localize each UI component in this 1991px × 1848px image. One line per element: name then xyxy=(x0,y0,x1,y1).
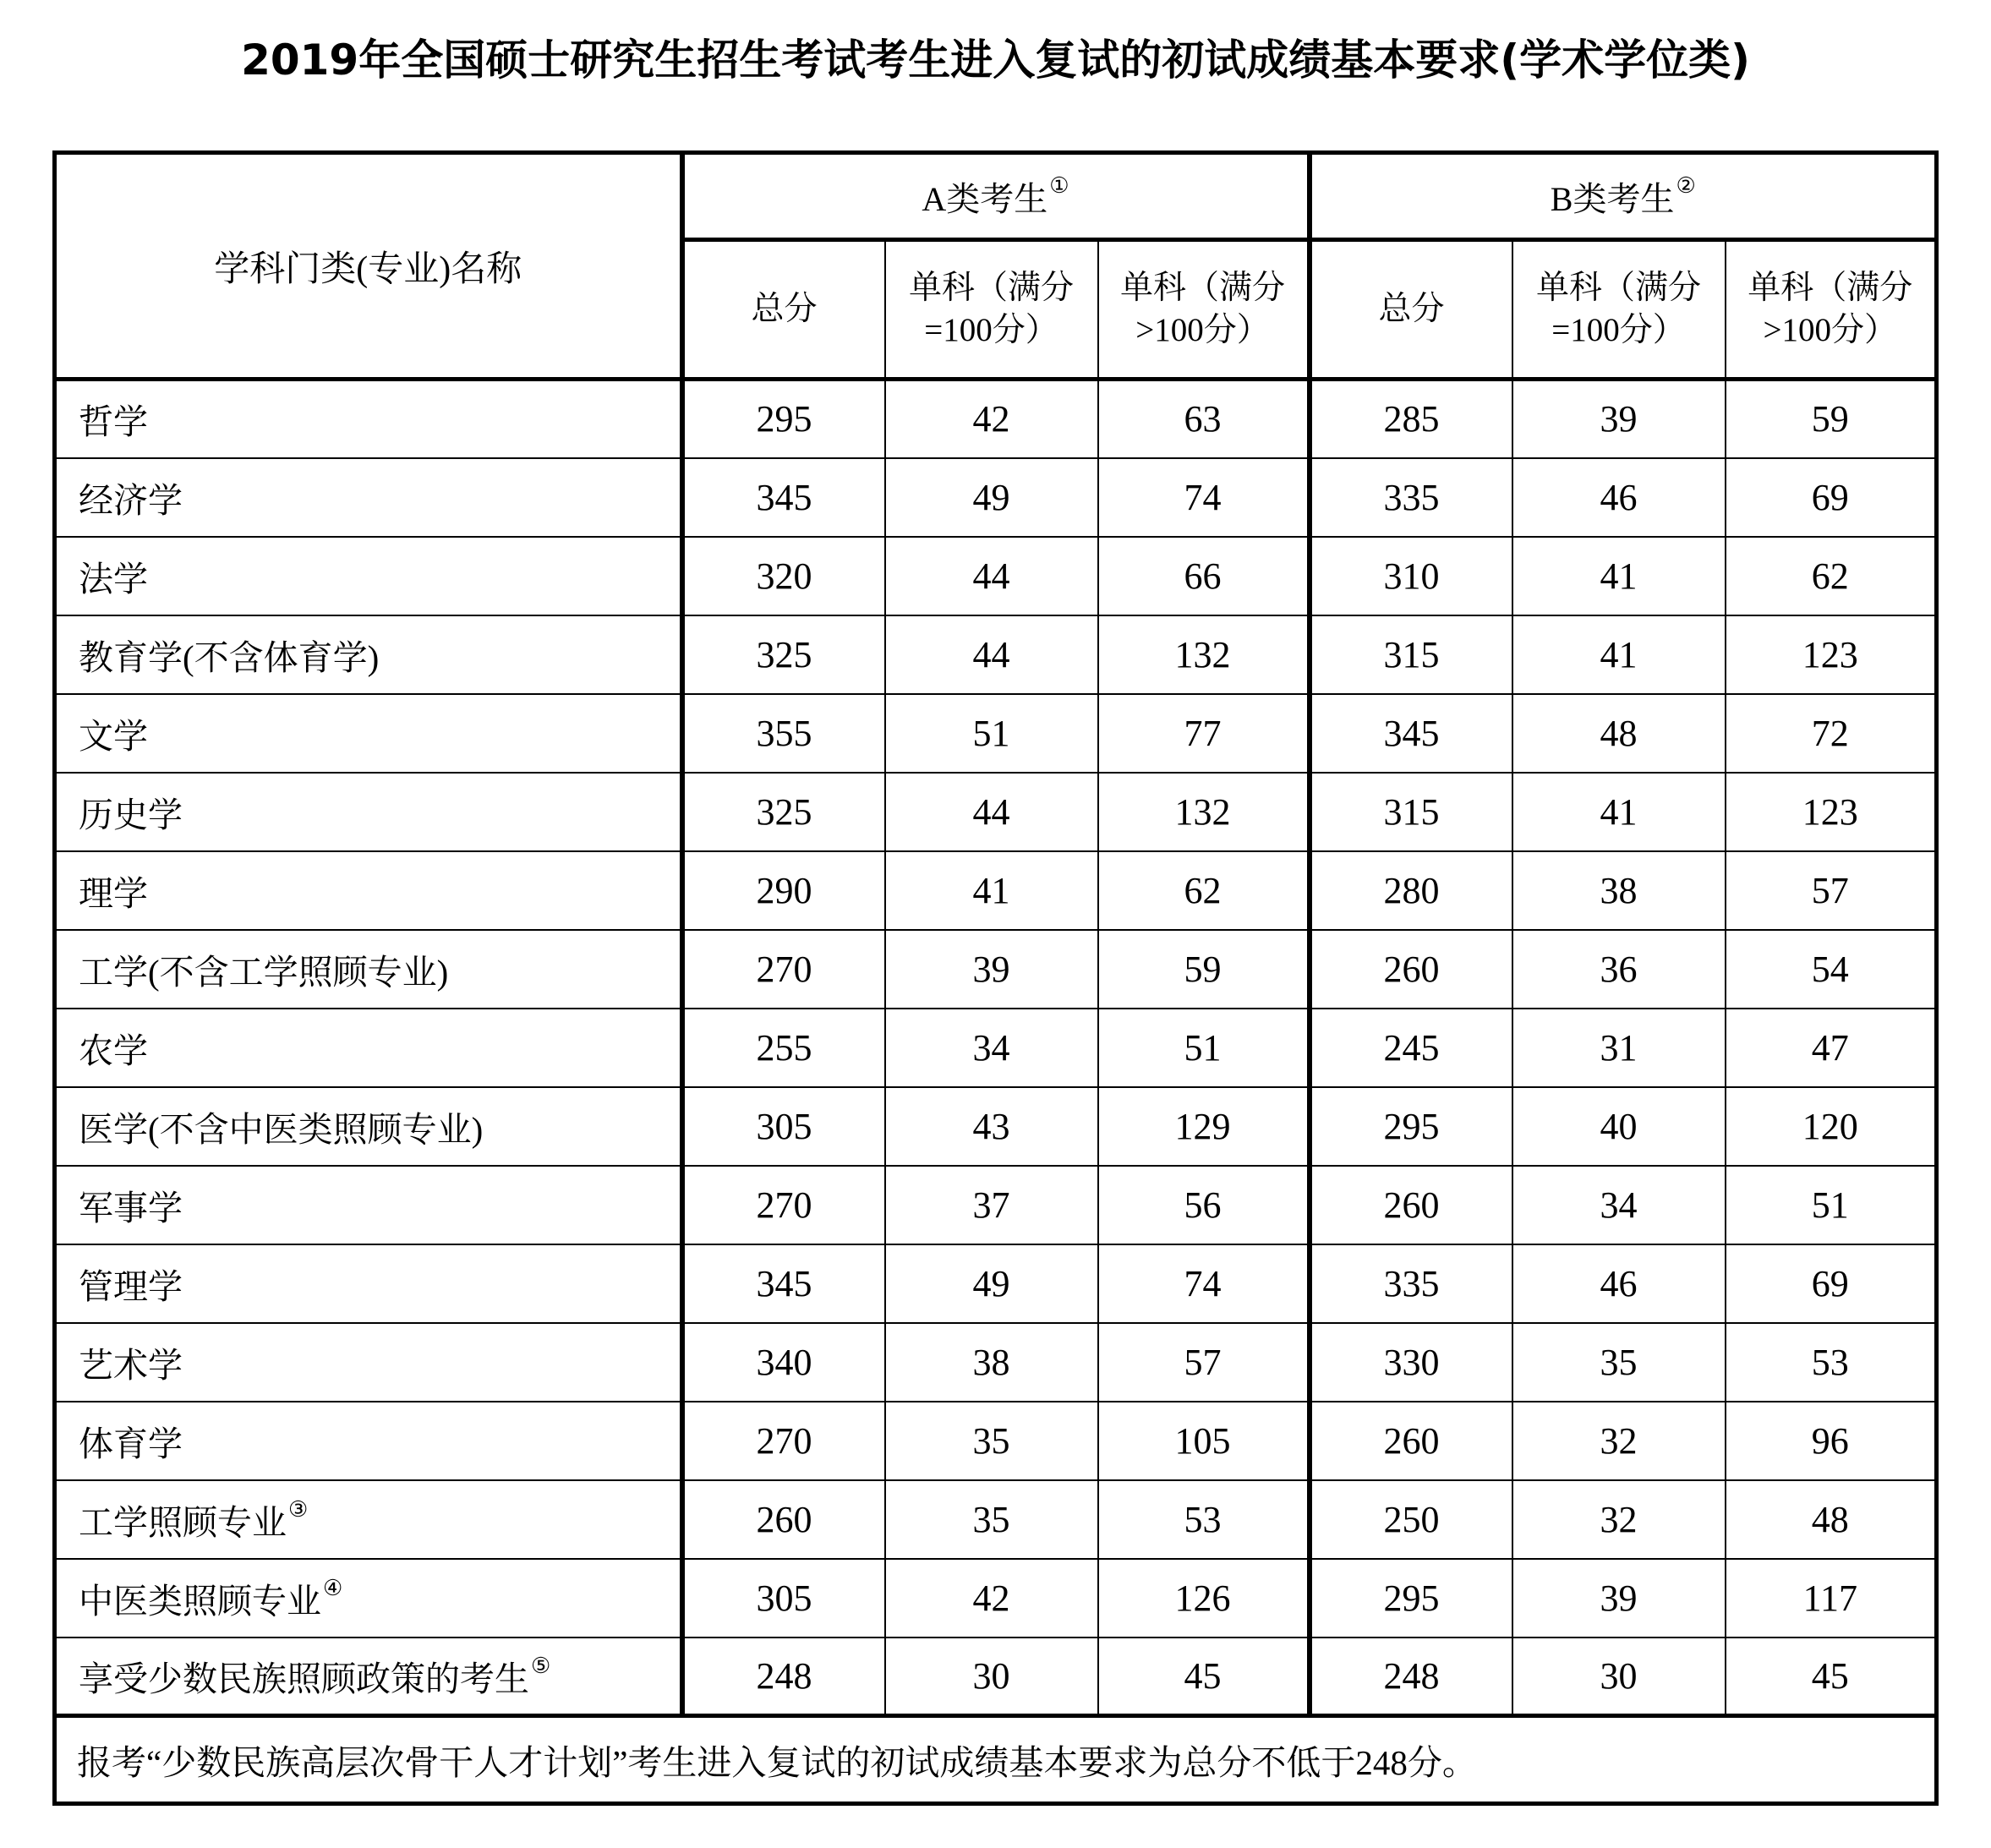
discipline-name-text: 农学 xyxy=(79,1031,148,1070)
b-total-cell: 310 xyxy=(1310,537,1512,615)
footnote-cell: 报考“少数民族高层次骨干人才计划”考生进入复试的初试成绩基本要求为总分不低于248分。 xyxy=(55,1716,1937,1804)
a-single-eq100-cell: 42 xyxy=(885,1559,1098,1638)
table-row xyxy=(55,1480,1937,1559)
b-single-eq100-cell: 40 xyxy=(1512,1087,1726,1166)
b-single-gt100-cell: 53 xyxy=(1726,1323,1937,1402)
column-header-a-single-gt100 xyxy=(1098,240,1310,380)
b-total-cell: 245 xyxy=(1310,1009,1512,1087)
a-total-cell: 255 xyxy=(682,1009,885,1087)
table-row xyxy=(55,1087,1937,1166)
footnote-marker: ③ xyxy=(288,1496,309,1522)
column-header-b-single-eq100 xyxy=(1512,240,1726,380)
a-single-eq100-line2: =100分） xyxy=(924,312,1058,348)
discipline-name-text: 理学 xyxy=(79,873,148,913)
a-total-cell: 340 xyxy=(682,1323,885,1402)
a-total-cell: 345 xyxy=(682,1244,885,1323)
b-total-cell: 248 xyxy=(1310,1638,1512,1716)
score-table-container xyxy=(52,150,1934,1806)
table-row xyxy=(55,1166,1937,1244)
b-single-eq100-cell: 46 xyxy=(1512,458,1726,537)
a-single-gt100-cell: 53 xyxy=(1098,1480,1310,1559)
a-single-gt100-cell: 51 xyxy=(1098,1009,1310,1087)
b-single-gt100-cell: 69 xyxy=(1726,458,1937,537)
footnote-marker-1: ① xyxy=(1049,173,1069,199)
table-header xyxy=(55,153,1937,380)
discipline-name-cell xyxy=(55,1323,682,1402)
table-row xyxy=(55,1638,1937,1716)
b-single-gt100-cell: 72 xyxy=(1726,694,1937,773)
a-single-eq100-cell: 34 xyxy=(885,1009,1098,1087)
discipline-name-cell xyxy=(55,1166,682,1244)
b-single-eq100-cell: 32 xyxy=(1512,1402,1726,1480)
b-total-cell: 285 xyxy=(1310,380,1512,458)
category-b-label: B类考生 xyxy=(1550,179,1675,218)
a-single-eq100-cell: 35 xyxy=(885,1480,1098,1559)
discipline-name-cell xyxy=(55,1402,682,1480)
discipline-name-cell xyxy=(55,1087,682,1166)
b-single-gt100-cell: 123 xyxy=(1726,615,1937,694)
table-row xyxy=(55,615,1937,694)
b-single-eq100-cell: 32 xyxy=(1512,1480,1726,1559)
discipline-name-text: 历史学 xyxy=(79,795,183,834)
a-total-cell: 270 xyxy=(682,1402,885,1480)
a-single-eq100-cell: 44 xyxy=(885,615,1098,694)
b-total-cell: 260 xyxy=(1310,930,1512,1009)
table-row xyxy=(55,851,1937,930)
a-single-eq100-cell: 44 xyxy=(885,537,1098,615)
discipline-name-text: 文学 xyxy=(79,716,148,756)
discipline-name-cell xyxy=(55,537,682,615)
a-single-gt100-cell: 105 xyxy=(1098,1402,1310,1480)
column-header-discipline-name xyxy=(55,153,682,380)
a-total-cell: 295 xyxy=(682,380,885,458)
discipline-name-cell xyxy=(55,1638,682,1716)
a-single-gt100-cell: 45 xyxy=(1098,1638,1310,1716)
discipline-name-cell xyxy=(55,1009,682,1087)
header-row-groups xyxy=(55,153,1937,240)
table-row xyxy=(55,380,1937,458)
table-row xyxy=(55,1559,1937,1638)
column-group-header-category-a xyxy=(682,153,1310,240)
a-single-eq100-line1: 单科（满分 xyxy=(908,270,1074,306)
a-total-cell: 270 xyxy=(682,930,885,1009)
discipline-name-text: 管理学 xyxy=(79,1266,183,1306)
a-single-eq100-cell: 35 xyxy=(885,1402,1098,1480)
b-single-eq100-line1: 单科（满分 xyxy=(1536,270,1702,306)
table-row xyxy=(55,458,1937,537)
a-total-cell: 325 xyxy=(682,615,885,694)
b-single-gt100-cell: 62 xyxy=(1726,537,1937,615)
a-single-eq100-cell: 37 xyxy=(885,1166,1098,1244)
a-total-cell: 320 xyxy=(682,537,885,615)
b-single-eq100-cell: 34 xyxy=(1512,1166,1726,1244)
a-total-cell: 248 xyxy=(682,1638,885,1716)
b-single-gt100-line1: 单科（满分 xyxy=(1748,270,1913,306)
discipline-name-cell xyxy=(55,773,682,851)
b-single-eq100-cell: 30 xyxy=(1512,1638,1726,1716)
b-single-gt100-cell: 59 xyxy=(1726,380,1937,458)
table-row xyxy=(55,1323,1937,1402)
table-row xyxy=(55,694,1937,773)
discipline-name-text: 经济学 xyxy=(79,480,183,520)
discipline-name-text: 中医类照顾专业 xyxy=(79,1581,321,1621)
b-single-gt100-cell: 57 xyxy=(1726,851,1937,930)
b-single-gt100-cell: 47 xyxy=(1726,1009,1937,1087)
column-header-b-total xyxy=(1310,240,1512,380)
b-single-gt100-cell: 51 xyxy=(1726,1166,1937,1244)
discipline-name-cell xyxy=(55,930,682,1009)
a-single-gt100-cell: 132 xyxy=(1098,773,1310,851)
b-single-eq100-cell: 38 xyxy=(1512,851,1726,930)
table-row xyxy=(55,537,1937,615)
b-total-cell: 335 xyxy=(1310,1244,1512,1323)
a-total-cell: 325 xyxy=(682,773,885,851)
discipline-name-text: 工学(不含工学照顾专业) xyxy=(79,952,449,992)
a-single-gt100-cell: 77 xyxy=(1098,694,1310,773)
discipline-name-cell xyxy=(55,458,682,537)
b-single-gt100-cell: 120 xyxy=(1726,1087,1937,1166)
a-single-eq100-cell: 39 xyxy=(885,930,1098,1009)
a-single-gt100-cell: 56 xyxy=(1098,1166,1310,1244)
b-total-label: 总分 xyxy=(1378,291,1445,327)
b-single-eq100-line2: =100分） xyxy=(1551,312,1686,348)
footnote-marker-2: ② xyxy=(1676,173,1696,199)
a-single-eq100-cell: 51 xyxy=(885,694,1098,773)
category-a-label-wrap xyxy=(922,172,1069,221)
b-single-eq100-cell: 39 xyxy=(1512,380,1726,458)
b-total-cell: 315 xyxy=(1310,615,1512,694)
a-single-gt100-cell: 59 xyxy=(1098,930,1310,1009)
a-single-eq100-cell: 44 xyxy=(885,773,1098,851)
a-total-cell: 305 xyxy=(682,1559,885,1638)
column-header-a-total xyxy=(682,240,885,380)
category-b-label-wrap xyxy=(1551,172,1696,221)
a-single-gt100-line2: >100分） xyxy=(1135,312,1270,348)
b-single-eq100-cell: 41 xyxy=(1512,615,1726,694)
table-footer xyxy=(55,1716,1937,1804)
a-single-eq100-cell: 43 xyxy=(885,1087,1098,1166)
category-a-label: A类考生 xyxy=(922,179,1048,218)
b-single-gt100-line2: >100分） xyxy=(1763,312,1898,348)
discipline-name-text: 享受少数民族照顾政策的考生 xyxy=(79,1659,529,1698)
discipline-name-cell xyxy=(55,380,682,458)
footnote-marker: ⑤ xyxy=(531,1654,551,1679)
b-total-cell: 345 xyxy=(1310,694,1512,773)
discipline-name-cell xyxy=(55,694,682,773)
b-total-cell: 260 xyxy=(1310,1166,1512,1244)
b-single-gt100-cell: 117 xyxy=(1726,1559,1937,1638)
table-row xyxy=(55,1009,1937,1087)
a-single-gt100-cell: 57 xyxy=(1098,1323,1310,1402)
b-single-eq100-cell: 36 xyxy=(1512,930,1726,1009)
b-single-eq100-cell: 41 xyxy=(1512,537,1726,615)
b-single-gt100-cell: 48 xyxy=(1726,1480,1937,1559)
a-single-gt100-cell: 132 xyxy=(1098,615,1310,694)
a-single-eq100-cell: 41 xyxy=(885,851,1098,930)
discipline-name-text: 教育学(不含体育学) xyxy=(79,637,380,677)
a-single-eq100-cell: 30 xyxy=(885,1638,1098,1716)
column-header-a-single-eq100 xyxy=(885,240,1098,380)
b-single-eq100-cell: 39 xyxy=(1512,1559,1726,1638)
table-row xyxy=(55,930,1937,1009)
b-total-cell: 295 xyxy=(1310,1087,1512,1166)
b-total-cell: 280 xyxy=(1310,851,1512,930)
b-single-gt100-cell: 54 xyxy=(1726,930,1937,1009)
b-single-eq100-cell: 48 xyxy=(1512,694,1726,773)
b-total-cell: 335 xyxy=(1310,458,1512,537)
discipline-name-cell xyxy=(55,615,682,694)
table-row xyxy=(55,1402,1937,1480)
a-total-label: 总分 xyxy=(751,291,818,327)
discipline-name-text: 法学 xyxy=(79,559,148,599)
a-single-gt100-cell: 74 xyxy=(1098,458,1310,537)
discipline-name-text: 医学(不含中医类照顾专业) xyxy=(79,1109,484,1149)
column-group-header-category-b xyxy=(1310,153,1937,240)
a-total-cell: 355 xyxy=(682,694,885,773)
b-single-eq100-cell: 35 xyxy=(1512,1323,1726,1402)
b-single-eq100-cell: 46 xyxy=(1512,1244,1726,1323)
b-total-cell: 315 xyxy=(1310,773,1512,851)
a-total-cell: 270 xyxy=(682,1166,885,1244)
footnote-row xyxy=(55,1716,1937,1804)
b-single-gt100-cell: 69 xyxy=(1726,1244,1937,1323)
a-total-cell: 305 xyxy=(682,1087,885,1166)
a-single-gt100-cell: 129 xyxy=(1098,1087,1310,1166)
a-total-cell: 345 xyxy=(682,458,885,537)
a-single-gt100-cell: 62 xyxy=(1098,851,1310,930)
b-total-cell: 250 xyxy=(1310,1480,1512,1559)
discipline-name-text: 工学照顾专业 xyxy=(79,1502,287,1542)
discipline-name-text: 军事学 xyxy=(79,1188,183,1227)
b-total-cell: 295 xyxy=(1310,1559,1512,1638)
table-row xyxy=(55,773,1937,851)
b-single-gt100-cell: 45 xyxy=(1726,1638,1937,1716)
a-single-gt100-cell: 74 xyxy=(1098,1244,1310,1323)
discipline-name-cell xyxy=(55,1244,682,1323)
a-single-gt100-cell: 63 xyxy=(1098,380,1310,458)
discipline-name-label: 学科门类(专业)名称 xyxy=(214,249,522,289)
discipline-name-text: 哲学 xyxy=(79,402,148,442)
a-total-cell: 290 xyxy=(682,851,885,930)
footnote-marker: ④ xyxy=(323,1575,343,1600)
a-single-eq100-cell: 38 xyxy=(885,1323,1098,1402)
a-single-eq100-cell: 49 xyxy=(885,1244,1098,1323)
b-single-gt100-cell: 96 xyxy=(1726,1402,1937,1480)
table-row xyxy=(55,1244,1937,1323)
a-total-cell: 260 xyxy=(682,1480,885,1559)
a-single-eq100-cell: 42 xyxy=(885,380,1098,458)
discipline-name-text: 艺术学 xyxy=(79,1345,183,1385)
b-total-cell: 260 xyxy=(1310,1402,1512,1480)
discipline-name-cell xyxy=(55,851,682,930)
b-single-gt100-cell: 123 xyxy=(1726,773,1937,851)
a-single-gt100-cell: 66 xyxy=(1098,537,1310,615)
a-single-eq100-cell: 49 xyxy=(885,458,1098,537)
table-body xyxy=(55,380,1937,1716)
page-title: 2019年全国硕士研究生招生考试考生进入复试的初试成绩基本要求(学术学位类) xyxy=(241,36,1750,85)
b-total-cell: 330 xyxy=(1310,1323,1512,1402)
b-single-eq100-cell: 31 xyxy=(1512,1009,1726,1087)
discipline-name-cell xyxy=(55,1480,682,1559)
b-single-eq100-cell: 41 xyxy=(1512,773,1726,851)
discipline-name-text: 体育学 xyxy=(79,1424,183,1463)
discipline-name-cell xyxy=(55,1559,682,1638)
a-single-gt100-line1: 单科（满分 xyxy=(1120,270,1286,306)
score-requirements-table xyxy=(52,150,1939,1806)
column-header-b-single-gt100 xyxy=(1726,240,1937,380)
a-single-gt100-cell: 126 xyxy=(1098,1559,1310,1638)
